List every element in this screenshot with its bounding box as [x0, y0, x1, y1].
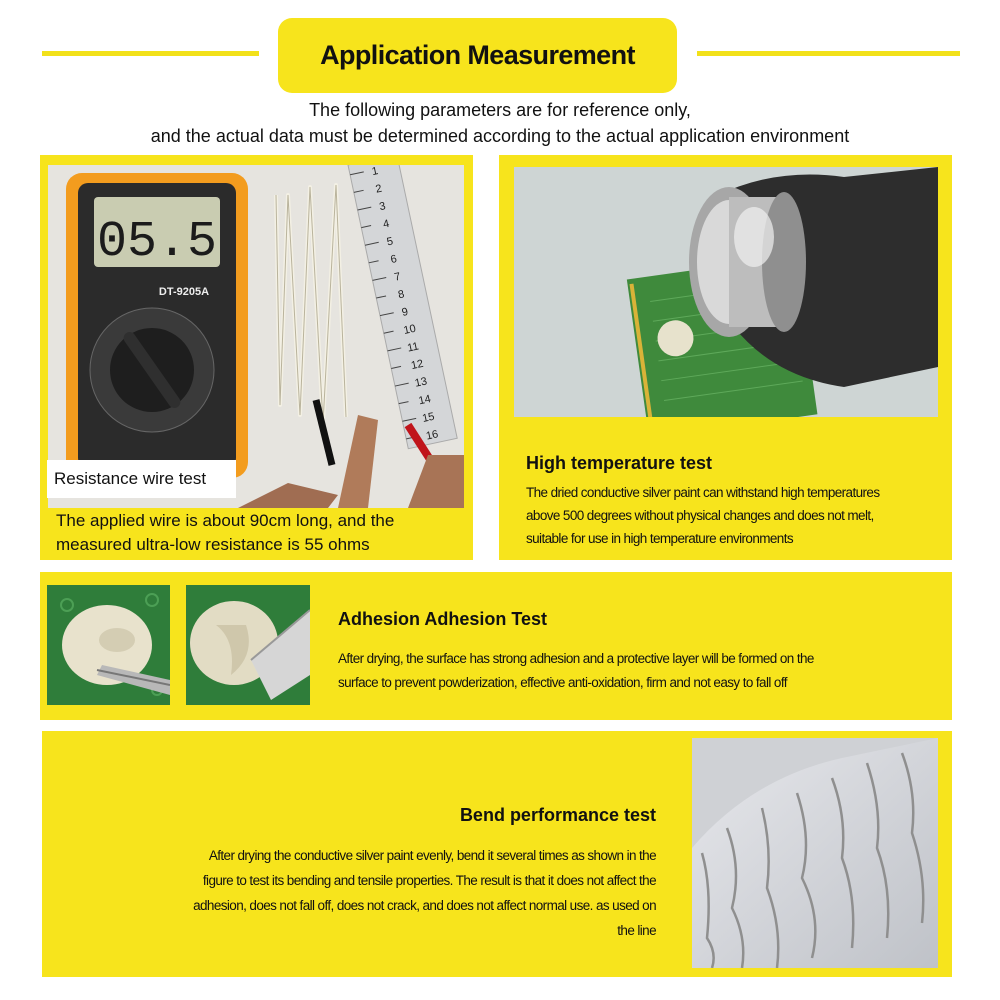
meter-display-value: 05.5 [96, 214, 218, 271]
ruler-number: 14 [417, 393, 432, 408]
photo-label: Resistance wire test [54, 469, 207, 488]
bend-title: Bend performance test [459, 805, 656, 825]
resistance-caption-line-2: measured ultra-low resistance is 55 ohms [56, 535, 370, 554]
intro-line-1: The following parameters are for reference only, [309, 100, 691, 120]
intro-line-2: and the actual data must be determined according to the actual application environment [150, 126, 850, 146]
resistance-caption-line-1: The applied wire is about 90cm long, and the [56, 511, 395, 530]
bend-photo [692, 738, 938, 968]
high-temp-panel [499, 155, 952, 560]
ruler-number: 3 [378, 200, 387, 214]
ruler-number: 5 [385, 235, 395, 249]
ruler-number: 12 [409, 357, 425, 373]
ruler-number: 13 [413, 375, 429, 390]
ruler-number: 9 [400, 305, 410, 319]
ruler-number: 1 [370, 165, 380, 179]
adhesion-photo-1 [47, 585, 170, 705]
bend-line-1: After drying the conductive silver paint evenly, bend it several times as shown in the [208, 848, 656, 863]
high-temp-line-1: The dried conductive silver paint can withstand high temperatures [526, 485, 880, 500]
ruler-number: 4 [381, 217, 391, 231]
ruler-number: 6 [389, 253, 398, 267]
adhesion-photo-2 [186, 585, 310, 705]
high-temp-line-3: suitable for use in high temperature environments [526, 531, 794, 546]
meter-model: DT-9205A [158, 286, 210, 298]
adhesion-title: Adhesion Adhesion Test [338, 609, 548, 629]
resistance-panel [40, 155, 473, 560]
bend-line-3: adhesion, does not fall off, does not crack, and does not affect normal use. as used on [193, 898, 656, 913]
ruler-number: 15 [421, 410, 436, 425]
adhesion-line-2: surface to prevent powderization, effective anti-oxidation, firm and not easy to fall off [338, 675, 787, 690]
high-temp-title: High temperature test [526, 453, 713, 473]
ruler-number: 2 [374, 182, 383, 196]
adhesion-panel [40, 572, 952, 720]
bend-line-4: the line [617, 923, 656, 938]
multimeter-photo [48, 165, 464, 508]
high-temp-line-2: above 500 degrees without physical changes and does not melt, [526, 508, 874, 523]
adhesion-line-1: After drying, the surface has strong adhesion and a protective layer will be formed on the [338, 651, 814, 666]
header-rule-right [697, 51, 960, 56]
ruler-number: 11 [406, 340, 420, 355]
heat-gun-photo [514, 167, 938, 417]
header-rule-left [42, 51, 259, 56]
ruler-number: 7 [393, 270, 402, 284]
ruler-number: 16 [424, 428, 440, 443]
page-title: Application Measurement [278, 18, 677, 93]
bend-panel [42, 731, 952, 977]
bend-line-2: figure to test its bending and tensile properties. The result is that it does not affect the [202, 873, 656, 888]
ruler-number: 8 [396, 288, 406, 302]
ruler-number: 10 [402, 322, 417, 337]
